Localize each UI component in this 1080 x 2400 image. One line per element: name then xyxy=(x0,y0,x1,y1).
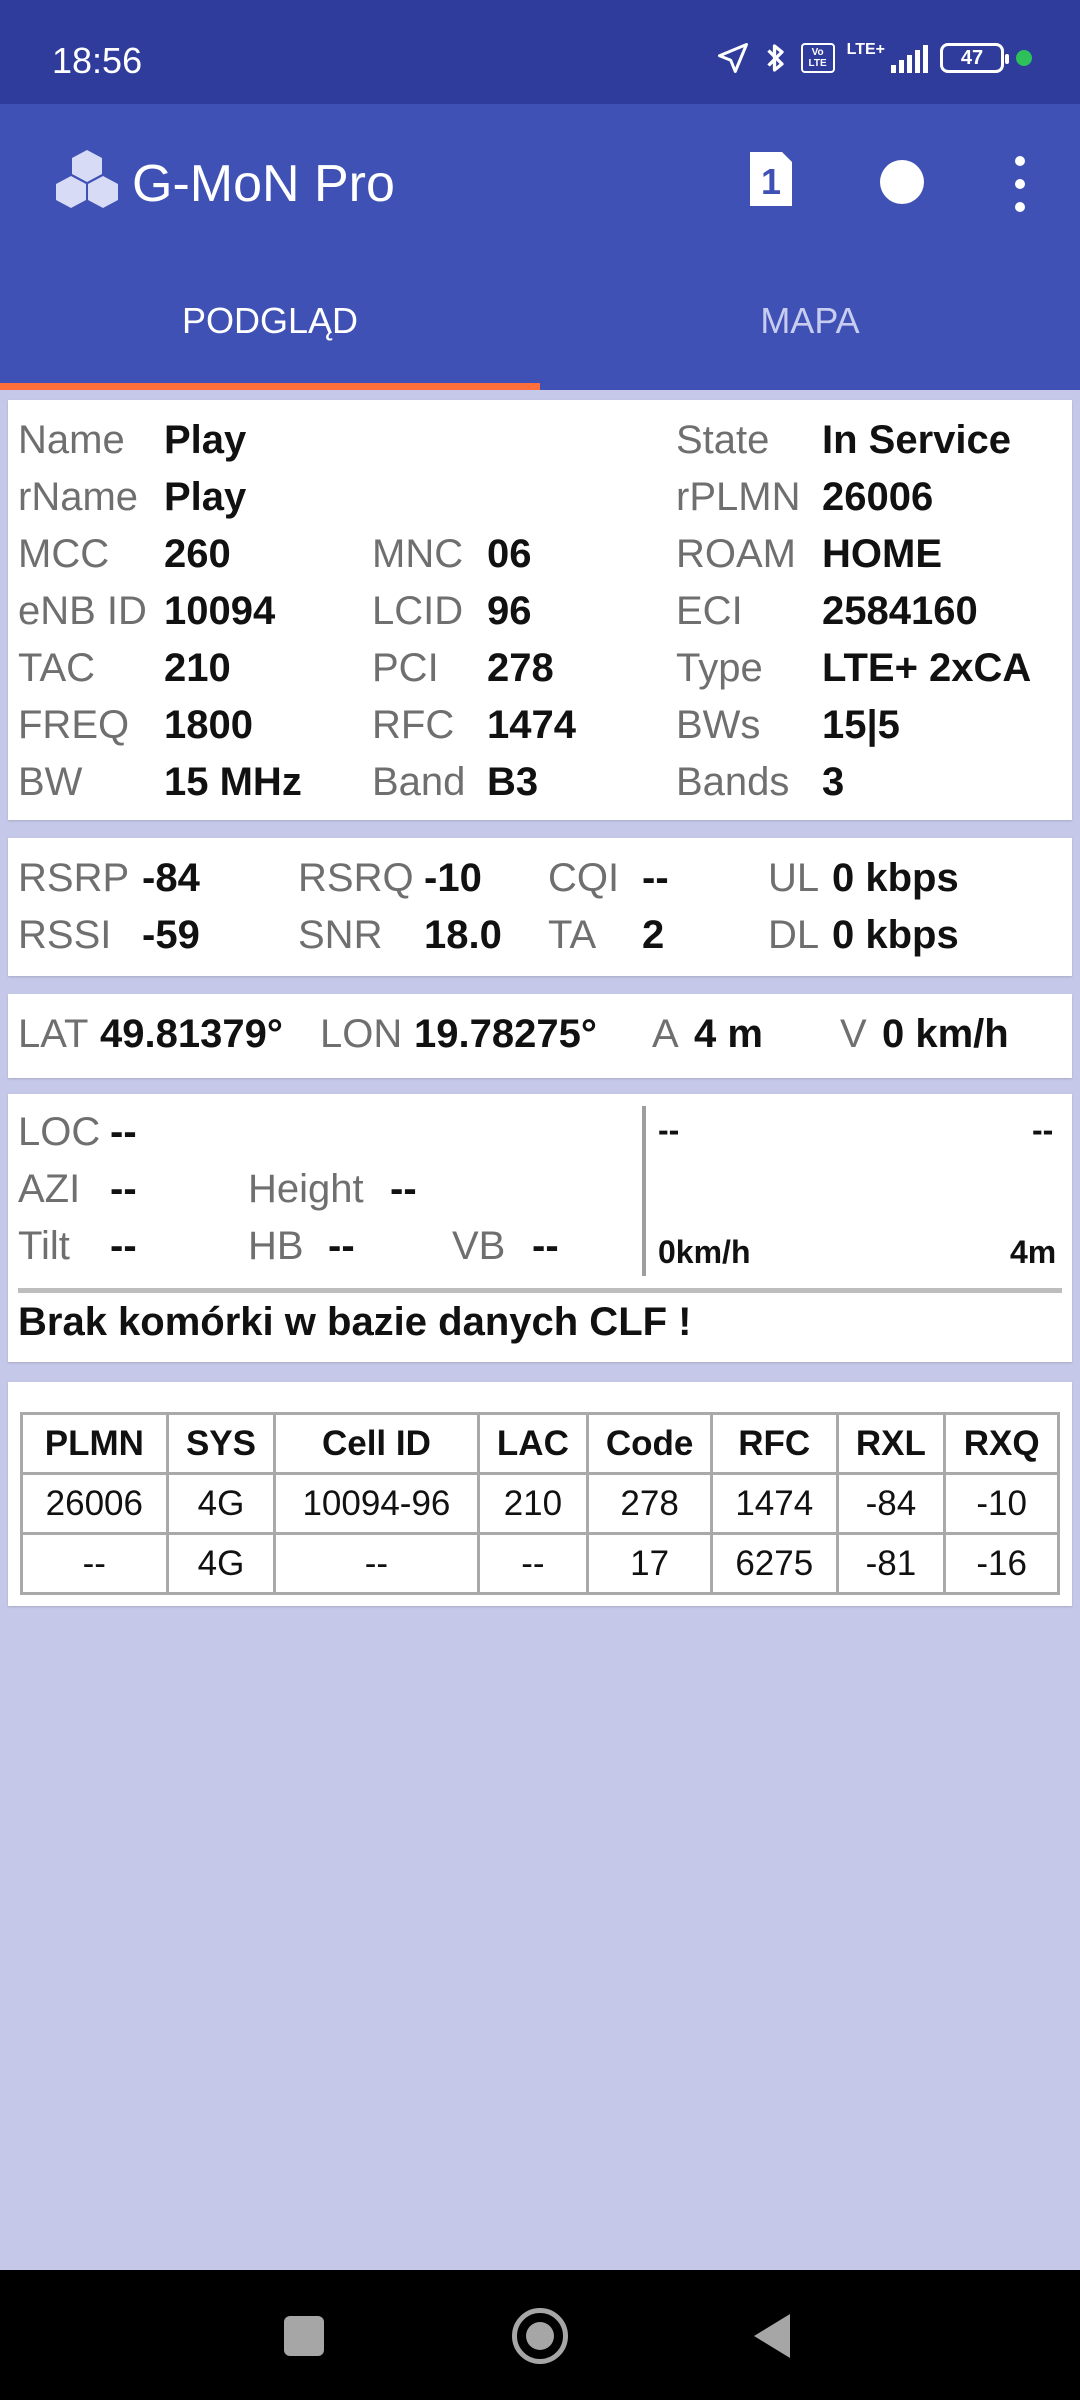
bands-value: 3 xyxy=(822,760,845,804)
lat-value: 49.81379° xyxy=(100,1012,283,1056)
table-row xyxy=(22,1474,1059,1534)
vertical-divider xyxy=(642,1106,646,1276)
table-header-row xyxy=(22,1414,1059,1474)
battery-icon: 47 xyxy=(940,43,1004,73)
ul-value: 0 kbps xyxy=(832,856,959,900)
cell-code: 17 xyxy=(588,1534,712,1594)
cell-rxq: -16 xyxy=(945,1534,1059,1594)
home-button[interactable] xyxy=(512,2308,568,2364)
location-card xyxy=(8,994,1072,1078)
horizontal-divider xyxy=(18,1288,1062,1293)
col-plmn: PLMN xyxy=(22,1414,168,1474)
tab-podglad[interactable]: PODGLĄD xyxy=(0,264,540,390)
lon-label: LON xyxy=(320,1012,403,1056)
cell-code: 278 xyxy=(588,1474,712,1534)
neighbor-cells-card xyxy=(8,1382,1072,1606)
system-nav-bar xyxy=(0,2270,1080,2400)
bws-label: BWs xyxy=(676,703,761,747)
azi-label: AZI xyxy=(18,1167,81,1211)
rname-value: Play xyxy=(164,475,247,519)
accuracy-label: A xyxy=(652,1012,679,1056)
lat-label: LAT xyxy=(18,1012,89,1056)
lcid-label: LCID xyxy=(372,589,464,633)
cell-rxl: -84 xyxy=(837,1474,945,1534)
cell-plmn: -- xyxy=(22,1534,168,1594)
velocity-label: V xyxy=(840,1012,867,1056)
bw-value: 15 MHz xyxy=(164,760,302,804)
rplmn-value: 26006 xyxy=(822,475,934,519)
roam-label: ROAM xyxy=(676,532,796,576)
cell-info-card xyxy=(8,1094,1072,1362)
tac-label: TAC xyxy=(18,646,96,690)
velocity-value: 0 km/h xyxy=(882,1012,1009,1056)
cell-rxl: -81 xyxy=(837,1534,945,1594)
cell-sys: 4G xyxy=(167,1474,275,1534)
eci-label: ECI xyxy=(676,589,743,633)
neighbor-cells-table xyxy=(20,1412,1060,1595)
tab-mapa[interactable]: MAPA xyxy=(760,300,860,341)
col-rfc: RFC xyxy=(711,1414,837,1474)
rsrq-label: RSRQ xyxy=(298,856,414,900)
mini-chart-top-right: -- xyxy=(1032,1112,1054,1148)
cell-lac: -- xyxy=(478,1534,588,1594)
status-bar xyxy=(0,0,1080,104)
col-rxq: RXQ xyxy=(945,1414,1059,1474)
vb-value: -- xyxy=(532,1224,559,1268)
type-label: Type xyxy=(676,646,763,690)
cell-rfc: 1474 xyxy=(711,1474,837,1534)
tilt-label: Tilt xyxy=(18,1224,70,1268)
pci-label: PCI xyxy=(372,646,439,690)
bws-value: 15|5 xyxy=(822,703,900,747)
more-options-icon[interactable] xyxy=(1000,156,1040,212)
signal-strength-icon xyxy=(891,43,928,73)
hb-value: -- xyxy=(328,1224,355,1268)
hb-label: HB xyxy=(248,1224,304,1268)
speed-readout: 0km/h xyxy=(658,1234,751,1270)
status-icons xyxy=(715,40,1032,76)
height-value: -- xyxy=(390,1167,417,1211)
band-label: Band xyxy=(372,760,466,804)
col-rxl: RXL xyxy=(837,1414,945,1474)
snr-label: SNR xyxy=(298,913,383,957)
rfc-value: 1474 xyxy=(487,703,576,747)
privacy-indicator-dot xyxy=(1016,50,1032,66)
volte-icon: Vo LTE xyxy=(801,43,835,73)
recents-button[interactable] xyxy=(284,2316,324,2356)
signal-card xyxy=(8,838,1072,976)
rsrq-value: -10 xyxy=(424,856,482,900)
tab-bar xyxy=(0,264,1080,390)
back-button[interactable] xyxy=(754,2314,790,2358)
mcc-value: 260 xyxy=(164,532,231,576)
sim-card-icon[interactable] xyxy=(746,150,796,208)
app-title: G-MoN Pro xyxy=(132,155,395,213)
freq-value: 1800 xyxy=(164,703,253,747)
status-time: 18:56 xyxy=(52,40,143,81)
cell-rfc: 6275 xyxy=(711,1534,837,1594)
rfc-label: RFC xyxy=(372,703,455,747)
cell-cell-id: -- xyxy=(275,1534,478,1594)
cell-cell-id: 10094-96 xyxy=(275,1474,478,1534)
rssi-value: -59 xyxy=(142,913,200,957)
rsrp-value: -84 xyxy=(142,856,200,900)
cqi-value: -- xyxy=(642,856,669,900)
cell-rxq: -10 xyxy=(945,1474,1059,1534)
location-arrow-icon xyxy=(715,40,751,76)
enb-value: 10094 xyxy=(164,589,276,633)
azi-value: -- xyxy=(110,1167,137,1211)
pci-value: 278 xyxy=(487,646,554,690)
loc-label: LOC xyxy=(18,1110,101,1154)
state-label: State xyxy=(676,418,770,462)
snr-value: 18.0 xyxy=(424,913,502,957)
enb-label: eNB ID xyxy=(18,589,147,633)
accuracy-value: 4 m xyxy=(694,1012,763,1056)
dl-value: 0 kbps xyxy=(832,913,959,957)
accuracy-readout: 4m xyxy=(1010,1234,1057,1270)
cell-sys: 4G xyxy=(167,1534,275,1594)
col-sys: SYS xyxy=(167,1414,275,1474)
dl-label: DL xyxy=(768,913,820,957)
col-cell-id: Cell ID xyxy=(275,1414,478,1474)
ul-label: UL xyxy=(768,856,820,900)
mnc-label: MNC xyxy=(372,532,464,576)
mini-chart-top-left: -- xyxy=(658,1112,680,1148)
state-value: In Service xyxy=(822,418,1012,462)
rssi-label: RSSI xyxy=(18,913,112,957)
rsrp-label: RSRP xyxy=(18,856,130,900)
cell-lac: 210 xyxy=(478,1474,588,1534)
band-value: B3 xyxy=(487,760,539,804)
name-label: Name xyxy=(18,418,125,462)
bluetooth-icon xyxy=(763,40,789,76)
rplmn-label: rPLMN xyxy=(676,475,801,519)
type-value: LTE+ 2xCA xyxy=(822,646,1032,690)
name-value: Play xyxy=(164,418,247,462)
roam-value: HOME xyxy=(822,532,942,576)
lcid-value: 96 xyxy=(487,589,532,633)
ta-value: 2 xyxy=(642,913,665,957)
eci-value: 2584160 xyxy=(822,589,978,633)
height-label: Height xyxy=(248,1167,364,1211)
table-row xyxy=(22,1534,1059,1594)
bw-label: BW xyxy=(18,760,83,804)
network-type: LTE+ xyxy=(846,41,885,58)
svg-text:1: 1 xyxy=(760,161,782,202)
clf-warning: Brak komórki w bazie danych CLF ! xyxy=(18,1300,692,1344)
tac-value: 210 xyxy=(164,646,231,690)
col-lac: LAC xyxy=(478,1414,588,1474)
freq-label: FREQ xyxy=(18,703,130,747)
bands-label: Bands xyxy=(676,760,790,804)
app-logo-icon xyxy=(52,146,122,216)
mnc-value: 06 xyxy=(487,532,532,576)
ta-label: TA xyxy=(548,913,597,957)
col-code: Code xyxy=(588,1414,712,1474)
mcc-label: MCC xyxy=(18,532,110,576)
record-circle-button[interactable] xyxy=(880,160,924,204)
tilt-value: -- xyxy=(110,1224,137,1268)
lon-value: 19.78275° xyxy=(414,1012,597,1056)
cqi-label: CQI xyxy=(548,856,620,900)
vb-label: VB xyxy=(452,1224,506,1268)
cell-plmn: 26006 xyxy=(22,1474,168,1534)
loc-value: -- xyxy=(110,1110,137,1154)
app-bar xyxy=(0,104,1080,264)
serving-cell-card xyxy=(8,400,1072,820)
rname-label: rName xyxy=(18,475,139,519)
